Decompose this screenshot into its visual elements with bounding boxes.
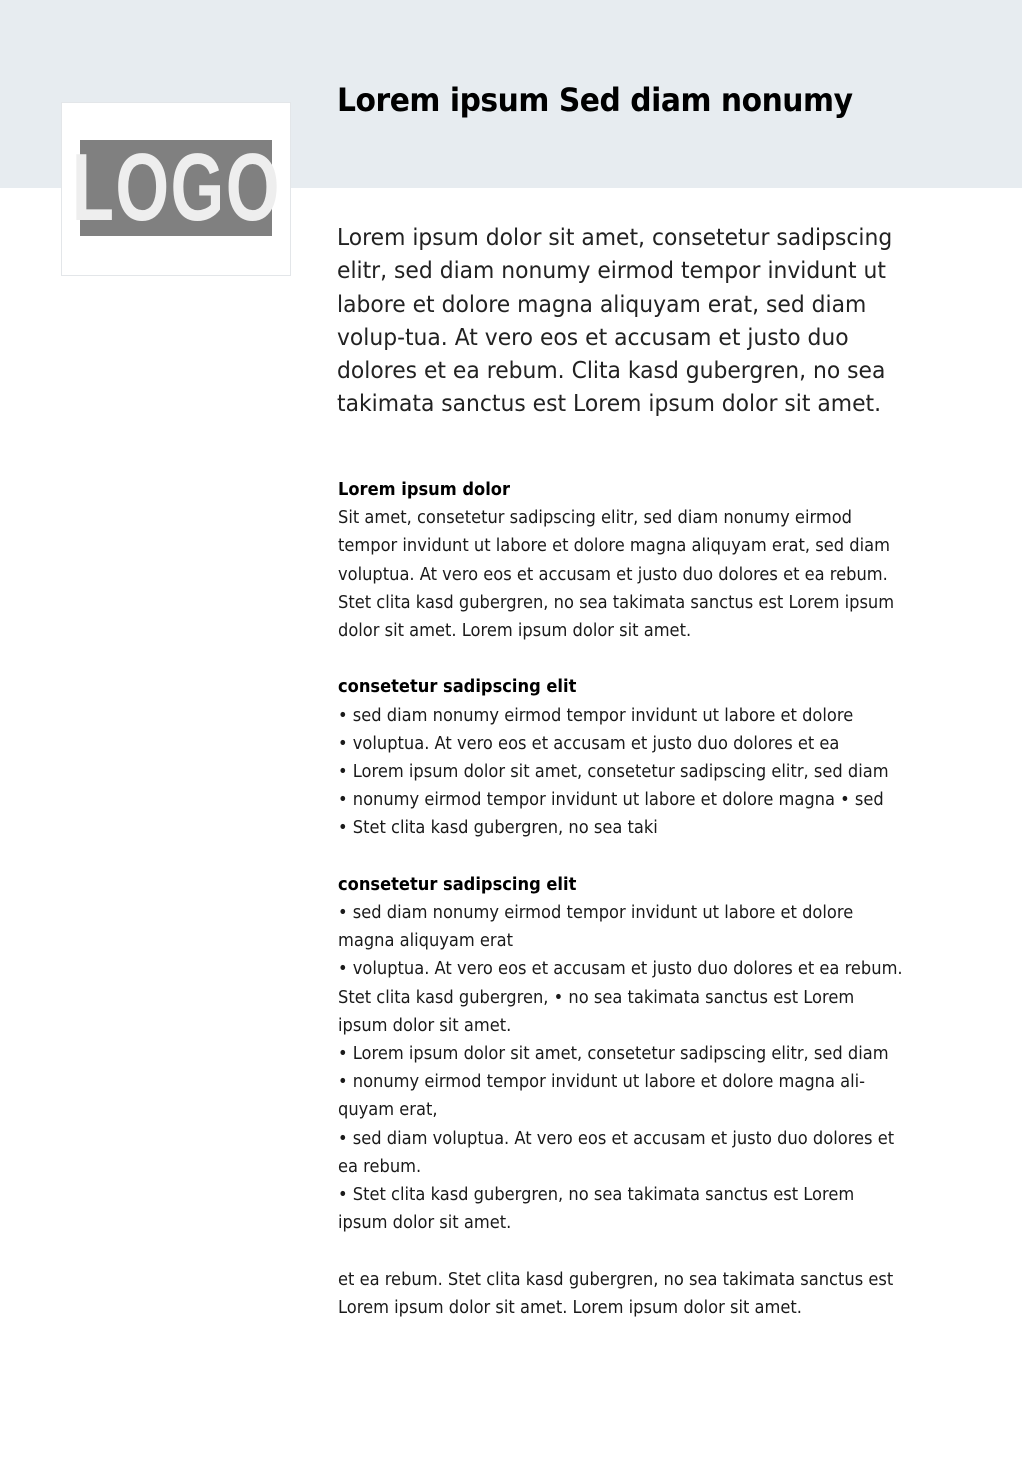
closing-paragraph: et ea rebum. Stet clita kasd gubergren, no sea takimata sanctus est Lorem ipsum dolor sit amet. Lorem ipsum dolor sit amet.	[338, 1269, 894, 1318]
bullet-list	[338, 899, 905, 1237]
list-item: • Stet clita kasd gubergren, no sea takimata sanctus est Lorem ipsum dolor sit amet.	[338, 1181, 905, 1237]
list-item: • sed diam nonumy eirmod tempor invidunt ut labore et dolore magna aliquyam erat	[338, 899, 905, 955]
list-item: • nonumy eirmod tempor invidunt ut labore et dolore magna ali-quyam erat,	[338, 1068, 905, 1124]
list-item: • sed diam nonumy eirmod tempor invidunt ut labore et dolore	[338, 702, 905, 730]
logo-box	[61, 102, 291, 276]
section-heading: consetetur sadipscing elit	[338, 874, 577, 895]
page-title: Lorem ipsum Sed diam nonumy	[337, 81, 853, 119]
list-item: • voluptua. At vero eos et accusam et justo duo dolores et ea	[338, 730, 905, 758]
section-body: Sit amet, consetetur sadipscing elitr, sed diam nonumy eirmod tempor invidunt ut labore et dolore magna aliquyam erat, sed diam voluptua. At vero eos et accusam et justo duo dolores et ea rebum. Stet clita kasd gubergren, no sea takimata sanctus est Lorem ipsum dolor sit amet. Lorem ipsum dolor sit amet.	[338, 508, 895, 642]
list-item: • nonumy eirmod tempor invidunt ut labore et dolore magna • sed	[338, 786, 905, 814]
logo-placeholder	[71, 134, 281, 241]
list-item: • Stet clita kasd gubergren, no sea taki	[338, 814, 905, 842]
section-2	[338, 673, 905, 842]
bullet-list	[338, 702, 905, 843]
list-item: • sed diam voluptua. At vero eos et accusam et justo duo dolores et ea rebum.	[338, 1125, 905, 1181]
list-item: • Lorem ipsum dolor sit amet, consetetur sadipscing elitr, sed diam	[338, 758, 905, 786]
section-3	[338, 871, 905, 1238]
content-column	[338, 476, 905, 1322]
intro-paragraph: Lorem ipsum dolor sit amet, consetetur sadipscing elitr, sed diam nonumy eirmod tempor invidunt ut labore et dolore magna aliquyam erat, sed diam volup-tua. At vero eos et accusam et justo duo dolores et ea rebum. Clita kasd gubergren, no sea takimata sanctus est Lorem ipsum dolor sit amet.	[337, 223, 893, 418]
section-heading: consetetur sadipscing elit	[338, 677, 577, 698]
list-item: • Lorem ipsum dolor sit amet, consetetur sadipscing elitr, sed diam	[338, 1040, 905, 1068]
list-item: • voluptua. At vero eos et accusam et justo duo dolores et ea rebum. Stet clita kasd gubergren, • no sea takimata sanctus est Lorem ipsum dolor sit amet.	[338, 955, 905, 1040]
logo-text: LOGO	[71, 134, 281, 241]
section-1	[338, 476, 905, 645]
section-heading: Lorem ipsum dolor	[338, 480, 510, 500]
